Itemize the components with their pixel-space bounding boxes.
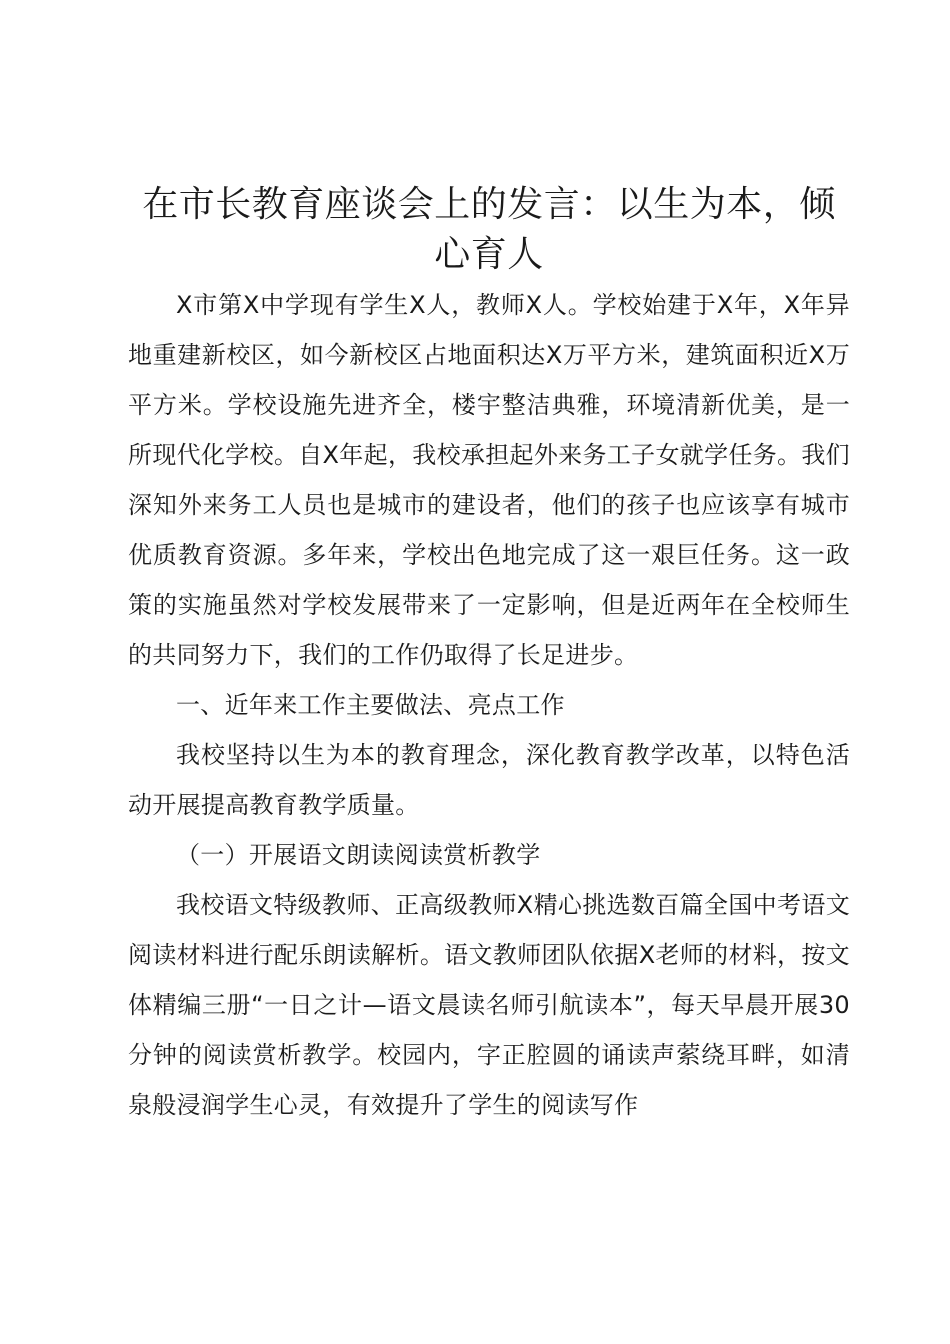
section-1-paragraph: 我校坚持以生为本的教育理念，深化教育教学改革，以特色活动开展提高教育教学质量。 [128,741,850,819]
document-page [128,180,850,1130]
subsection-heading-1: （一）开展语文朗读阅读赏析教学 [176,841,541,869]
section-heading-1: 一、近年来工作主要做法、亮点工作 [176,691,565,719]
document-title: 在市长教育座谈会上的发言：以生为本，倾心育人 [142,184,836,275]
subsection-1-paragraph: 我校语文特级教师、正高级教师X精心挑选数百篇全国中考语文阅读材料进行配乐朗读解析。语文教师团队依据X老师的材料，按文体精编三册“一日之计—语文晨读名师引航读本”，每天早晨开展30分钟的阅读赏析教学。校园内，字正腔圆的诵读声萦绕耳畔，如清泉般浸润学生心灵，有效提升了学生的阅读写作 [128,891,850,1119]
intro-paragraph: X市第X中学现有学生X人，教师X人。学校始建于X年，X年异地重建新校区，如今新校区占地面积达X万平方米，建筑面积近X万平方米。学校设施先进齐全，楼宇整洁典雅，环境清新优美，是一所现代化学校。自X年起，我校承担起外来务工子女就学任务。我们深知外来务工人员也是城市的建设者，他们的孩子也应该享有城市优质教育资源。多年来，学校出色地完成了这一艰巨任务。这一政策的实施虽然对学校发展带来了一定影响，但是近两年在全校师生的共同努力下，我们的工作仍取得了长足进步。 [128,291,850,669]
